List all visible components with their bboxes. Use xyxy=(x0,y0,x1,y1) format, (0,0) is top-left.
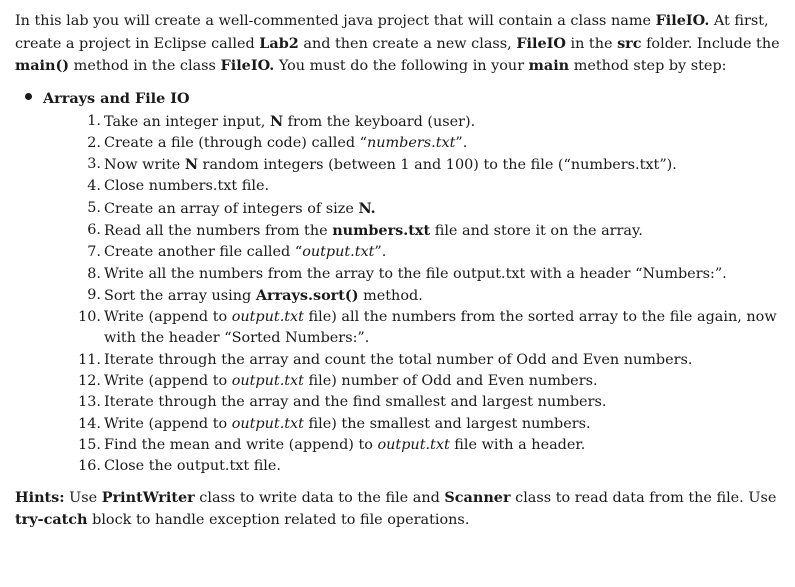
step-text: random integers (between 1 and 100) to the file (“numbers.txt”). xyxy=(197,157,677,174)
step-bold: N. xyxy=(358,199,376,217)
document xyxy=(15,10,787,532)
hints-paragraph xyxy=(15,487,787,532)
step-text: Close numbers.txt file. xyxy=(104,178,270,195)
step-text: Write (append to xyxy=(104,415,232,432)
step-item xyxy=(15,307,787,350)
step-number: 5. xyxy=(87,199,101,216)
hints-label: Hints: xyxy=(15,488,65,506)
step-text: Sort the array using xyxy=(104,287,256,304)
step-bold: N xyxy=(184,156,198,174)
step-number: 11. xyxy=(78,351,101,368)
step-item xyxy=(15,392,787,413)
class-name-scanner: Scanner xyxy=(444,488,511,506)
step-item xyxy=(15,414,787,435)
step-item xyxy=(15,350,787,371)
intro-text: and then create a new class, xyxy=(298,35,517,52)
step-italic: output.txt xyxy=(377,436,450,453)
step-number: 16. xyxy=(78,458,101,475)
step-number: 14. xyxy=(78,415,101,432)
step-number: 4. xyxy=(87,178,101,195)
step-text: Take an integer input, xyxy=(104,113,270,130)
intro-text: You must do the following in your xyxy=(274,58,529,74)
step-italic: output.txt xyxy=(302,244,375,261)
step-text: Now write xyxy=(104,157,185,174)
step-number: 10. xyxy=(78,309,101,326)
method-name-main: main() xyxy=(15,57,70,74)
intro-text: At first, create a project in Eclipse called xyxy=(15,13,769,52)
step-italic: output.txt xyxy=(231,415,304,432)
intro-text: method step by step: xyxy=(569,58,727,74)
step-text: Find the mean and write (append) to xyxy=(104,436,378,453)
intro-text: folder. Include the xyxy=(641,35,780,52)
step-item xyxy=(15,285,787,307)
step-item xyxy=(15,133,787,154)
hints-text: block to handle exception related to file operations. xyxy=(87,512,470,529)
step-text: Create a file (through code) called “ xyxy=(104,134,367,151)
intro-text: in the xyxy=(565,35,618,52)
step-text: file with a header. xyxy=(449,436,586,453)
step-text: Close the output.txt file. xyxy=(104,458,281,475)
step-italic: output.txt xyxy=(231,309,304,326)
step-item xyxy=(15,371,787,392)
section-heading xyxy=(15,89,787,111)
step-bold: Arrays.sort() xyxy=(255,286,359,304)
section-title: Arrays and File IO xyxy=(43,89,190,107)
step-text: Iterate through the array and the find smallest and largest numbers. xyxy=(104,394,607,411)
bullet-icon xyxy=(25,93,32,100)
class-name-fileio: FileIO xyxy=(516,34,566,52)
step-bold: N xyxy=(269,112,284,130)
project-name-lab2: Lab2 xyxy=(259,34,299,52)
step-text: Read all the numbers from the xyxy=(104,222,333,239)
hints-text: class to write data to the file and xyxy=(194,489,445,506)
folder-name-src: src xyxy=(617,34,642,52)
class-name-printwriter: PrintWriter xyxy=(101,488,195,506)
step-text: ”. xyxy=(455,134,468,151)
step-text: Write all the numbers from the array to the file output.txt with a header “Numbers:”. xyxy=(104,265,727,282)
step-number: 13. xyxy=(78,394,101,411)
step-text: Write (append to xyxy=(104,309,232,326)
hints-text: class to read data from the file. Use xyxy=(510,489,777,506)
step-text: Create another file called “ xyxy=(104,244,303,261)
step-number: 6. xyxy=(87,221,101,238)
step-text: ”. xyxy=(374,244,387,261)
step-text: Create an array of integers of size xyxy=(104,200,359,217)
method-name-main: main xyxy=(528,57,570,74)
step-number: 12. xyxy=(78,373,101,390)
step-text: file) number of Odd and Even numbers. xyxy=(303,373,598,390)
step-number: 9. xyxy=(87,286,101,303)
step-item xyxy=(15,176,787,197)
step-italic: numbers.txt xyxy=(366,134,456,151)
step-text: Write (append to xyxy=(104,373,232,390)
step-text: file) the smallest and largest numbers. xyxy=(303,415,591,432)
step-number: 15. xyxy=(78,436,101,453)
hints-text: Use xyxy=(64,489,102,506)
intro-paragraph xyxy=(15,10,787,78)
step-item xyxy=(15,242,787,263)
step-text: file and store it on the array. xyxy=(430,222,643,239)
class-name-fileio: FileIO. xyxy=(220,57,275,74)
step-bold: numbers.txt xyxy=(332,221,431,239)
step-number: 2. xyxy=(87,134,101,151)
step-item xyxy=(15,198,787,220)
step-text: Iterate through the array and count the total number of Odd and Even numbers. xyxy=(104,351,693,368)
intro-text: method in the class xyxy=(69,58,221,74)
step-number: 7. xyxy=(87,244,101,261)
step-item xyxy=(15,264,787,285)
step-number: 3. xyxy=(87,156,101,173)
class-name-fileio: FileIO. xyxy=(655,12,710,29)
step-italic: output.txt xyxy=(231,373,304,390)
step-text: method. xyxy=(358,287,423,304)
steps-list xyxy=(15,111,787,478)
step-item xyxy=(15,111,787,133)
step-number: 8. xyxy=(87,265,101,282)
intro-text: In this lab you will create a well-commented java project that will contain a class name xyxy=(15,13,656,29)
step-number: 1. xyxy=(87,112,101,129)
step-text: from the keyboard (user). xyxy=(283,113,476,130)
step-item xyxy=(15,456,787,477)
step-item xyxy=(15,154,787,176)
step-item xyxy=(15,220,787,242)
step-item xyxy=(15,435,787,456)
keyword-try-catch: try-catch xyxy=(15,511,88,529)
step-text: file) all the numbers from the sorted array to the file again, now with the header “Sorted Numbers:”. xyxy=(104,309,777,347)
